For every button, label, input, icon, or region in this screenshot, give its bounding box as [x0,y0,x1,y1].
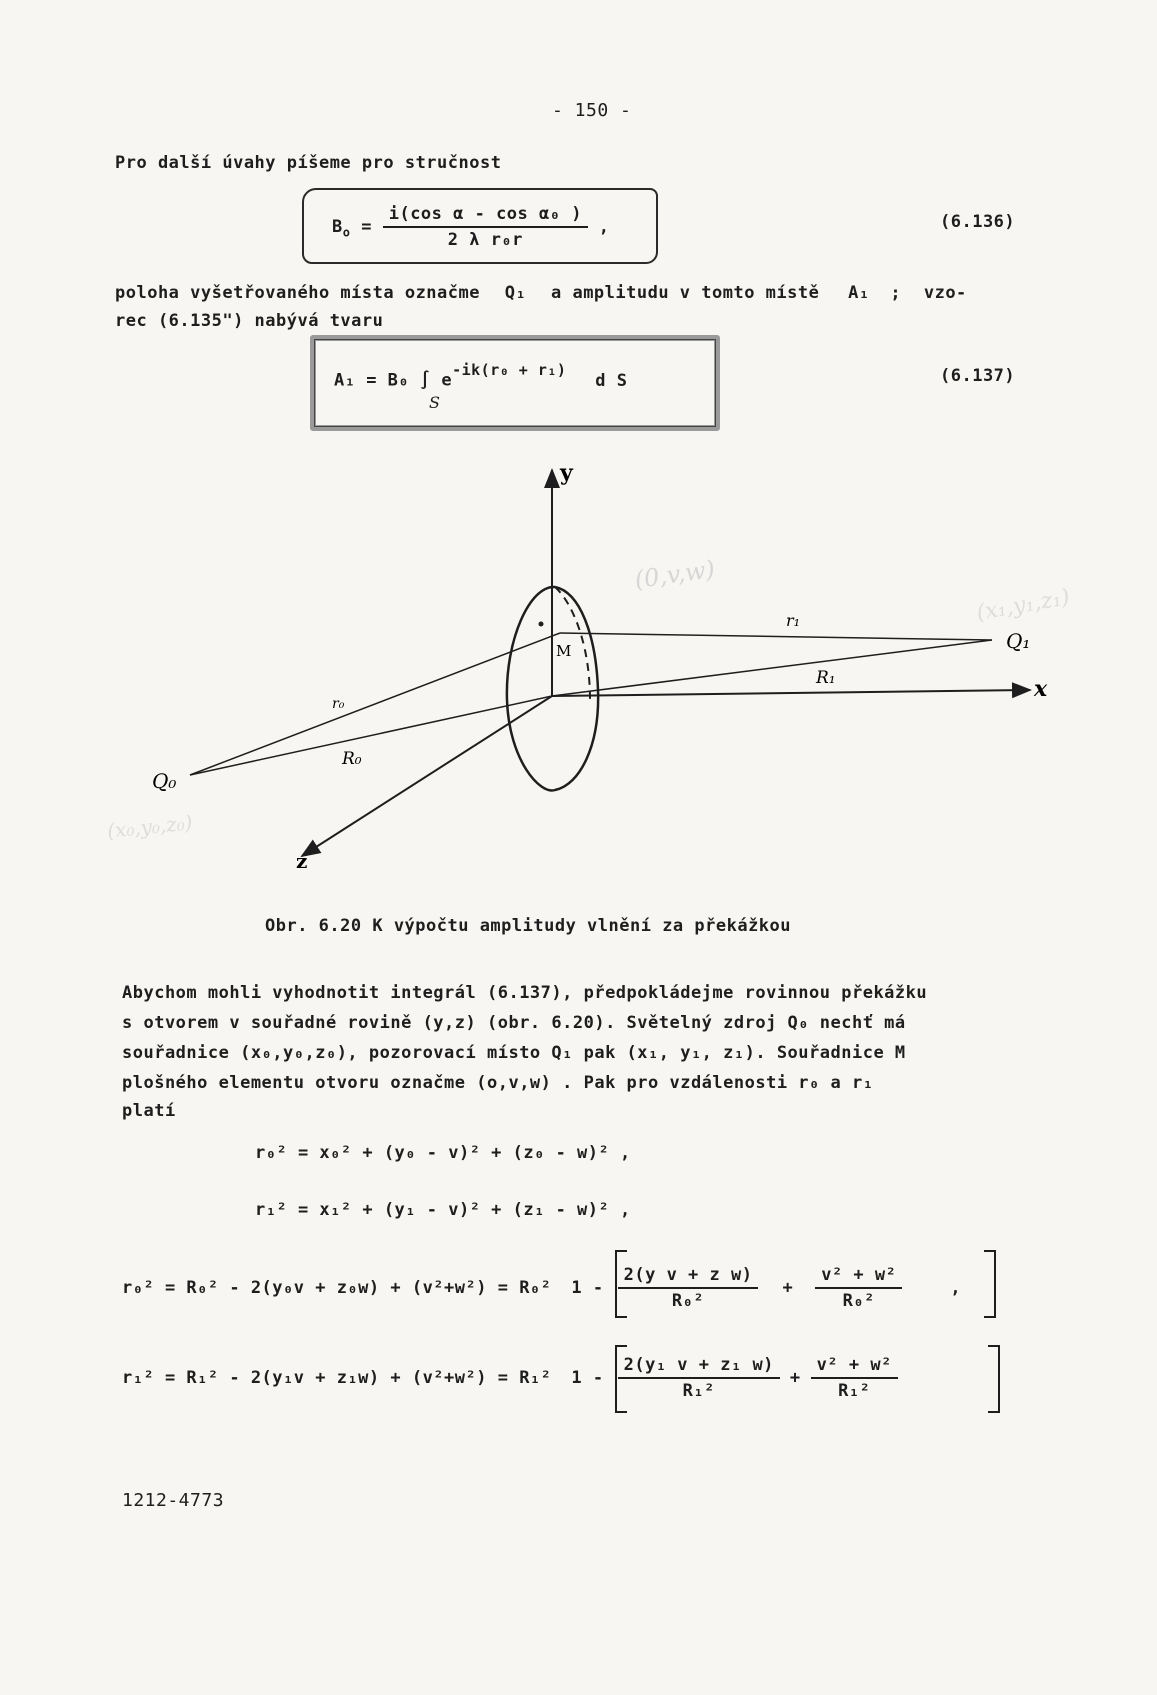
eq4-frac2 [811,1355,898,1401]
eq4-frac1 [618,1355,780,1401]
para2-q1: Q₁ [504,283,527,303]
faint-label-top: (0,v,w) [632,555,717,594]
ray-r1 [560,633,992,640]
para2-line1-f: vzo- [923,283,967,303]
eq-r0-expansion [122,1265,961,1311]
para2-line1 [115,283,967,303]
z-axis [302,696,552,856]
eq136-fraction [383,204,588,250]
eq-r1-squared: r₁² = x₁² + (y₁ - v)² + (z₁ - w)² , [255,1200,631,1220]
eq137-text: A₁ = B₀ ∫ e [334,370,453,391]
label-x: x [1034,676,1048,702]
eq3-trail: , [950,1278,962,1298]
eq136-number: (6.136) [940,212,1016,232]
label-r0: r₀ [332,696,345,712]
eq136-lhs-sub: o [342,225,351,240]
eq-r1-expansion [122,1355,898,1401]
eq4-den1: R₁² [682,1381,715,1401]
para2-line1-a: poloha vyšetřovaného místa označme [115,283,480,303]
para2-semicolon: ; [890,283,902,303]
eq137-exponent: -ik(r₀ + r₁) [452,361,567,379]
eq4-den2: R₁² [838,1381,871,1401]
label-R0: R₀ [342,749,362,769]
eq4-bracket-left [615,1345,627,1413]
eq4-bracket-right [988,1345,1000,1413]
eq3-bracket-right [984,1250,996,1318]
eq3-num1: 2(y v + z w) [618,1265,759,1289]
eq4-left: r₁² = R₁² - 2(y₁v + z₁w) + (v²+w²) = R₁² [122,1368,552,1388]
eq137 [334,361,628,391]
eq3-frac2 [815,1265,902,1311]
ray-R1 [552,640,992,696]
eq3-frac1 [618,1265,759,1311]
eq4-one: 1 - [571,1368,604,1388]
label-Q1: Q₁ [1006,629,1031,653]
eq4-plus: + [789,1368,801,1388]
faint-label-right: (x₁,y₁,z₁) [974,584,1072,626]
figure-6-20 [0,450,1157,890]
page-number: - 150 - [552,100,632,121]
eq3-plus: + [782,1278,794,1298]
ray-R0 [190,696,552,775]
label-r1: r₁ [786,611,801,630]
figure-caption: Obr. 6.20 K výpočtu amplitudy vlnění za překážkou [265,916,792,936]
eq136-trail: , [598,217,610,237]
eq136-equals: = [361,217,383,237]
eq136-lhs: B [332,217,343,237]
ray-r0 [190,633,560,775]
para2-line2: rec (6.135") nabývá tvaru [115,311,384,331]
eq3-one: 1 - [571,1278,604,1298]
eq136-numerator: i(cos α - cos α₀ ) [383,204,588,228]
eq-r0-squared: r₀² = x₀² + (y₀ - v)² + (z₀ - w)² , [255,1143,631,1163]
footer-code: 1212-4773 [122,1490,225,1511]
para3-line1: Abychom mohli vyhodnotit integrál (6.137), předpokládejme rovinnou překážku [122,983,928,1003]
para3-line2: s otvorem v souřadné rovině (y,z) (obr. 6.20). Světelný zdroj Q₀ nechť má [122,1013,906,1033]
label-Q0: Q₀ [152,769,177,793]
para3-line4: plošného elementu otvoru označme (o,v,w) . Pak pro vzdálenosti r₀ a r₁ [122,1073,874,1093]
para3-line5: platí [122,1101,176,1121]
eq137-lower-limit: S [429,393,440,412]
intro-line: Pro další úvahy píšeme pro stručnost [115,153,502,173]
para2-line1-c: a amplitudu v tomto místě [550,283,820,303]
eq4-num1: 2(y₁ v + z₁ w) [618,1355,780,1379]
eq3-den1: R₀² [671,1291,705,1311]
aperture-dot [539,622,544,627]
eq3-den2: R₀² [842,1291,875,1311]
eq137-tail: d S [595,370,628,391]
label-M: M [556,642,572,660]
label-R1: R₁ [816,668,836,688]
eq136 [332,204,609,250]
eq137-number: (6.137) [940,366,1016,386]
eq3-num2: v² + w² [815,1265,902,1289]
eq3-bracket-left [615,1250,627,1318]
x-axis [552,690,1030,696]
eq3-left: r₀² = R₀² - 2(y₀v + z₀w) + (v²+w²) = R₀² [122,1278,552,1298]
para3-line3: souřadnice (x₀,y₀,z₀), pozorovací místo Q₁ pak (x₁, y₁, z₁). Souřadnice M [122,1043,906,1063]
label-z: z [296,849,308,873]
faint-label-left: (x₀,y₀,z₀) [106,810,194,843]
eq136-denominator: 2 λ r₀r [447,230,523,250]
eq4-num2: v² + w² [811,1355,898,1379]
para2-a1: A₁ [848,283,870,303]
label-y: y [560,460,573,486]
